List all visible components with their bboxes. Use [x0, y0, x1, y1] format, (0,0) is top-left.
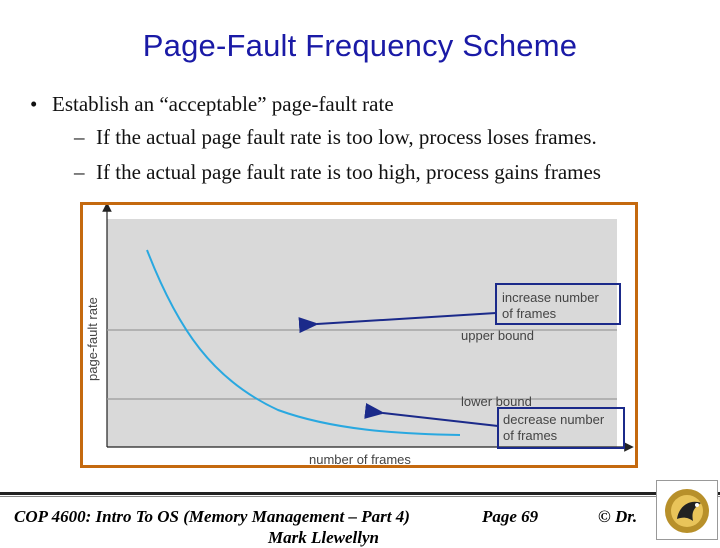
bullet-item [30, 92, 394, 117]
decrease-label-line2: of frames [503, 428, 558, 443]
footer-divider-thin [0, 496, 720, 497]
sub-item-2 [74, 160, 601, 185]
decrease-label-line1: decrease number [503, 412, 605, 427]
increase-label-line1: increase number [502, 290, 599, 305]
slide-logo-icon [657, 481, 717, 539]
lower-bound-label: lower bound [461, 394, 532, 409]
footer-copyright: © Dr. [598, 507, 638, 526]
sub-item-1 [74, 125, 597, 150]
footer-course: COP 4600: Intro To OS (Memory Management – Part 4) [14, 507, 410, 526]
x-axis-label: number of frames [309, 452, 411, 465]
sub-text-1: If the actual page fault rate is too low, process loses frames. [96, 125, 597, 149]
sub-dash: – [74, 125, 85, 149]
sub-dash: – [74, 160, 85, 184]
bullet-dot: • [30, 92, 38, 116]
diagram-frame [80, 202, 638, 468]
slide-logo [656, 480, 718, 540]
footer-page: Page 69 [482, 507, 539, 526]
upper-bound-label: upper bound [461, 328, 535, 343]
slide-title: Page-Fault Frequency Scheme [142, 28, 578, 63]
increase-label-line2: of frames [502, 306, 557, 321]
footer-author: Mark Llewellyn [268, 528, 379, 547]
bullet-text: Establish an “acceptable” page-fault rate [52, 92, 394, 116]
y-axis-label: page-fault rate [85, 297, 100, 381]
footer-divider [0, 492, 720, 495]
sub-text-2: If the actual page fault rate is too high, process gains frames [96, 160, 601, 184]
page-fault-diagram [83, 205, 635, 465]
